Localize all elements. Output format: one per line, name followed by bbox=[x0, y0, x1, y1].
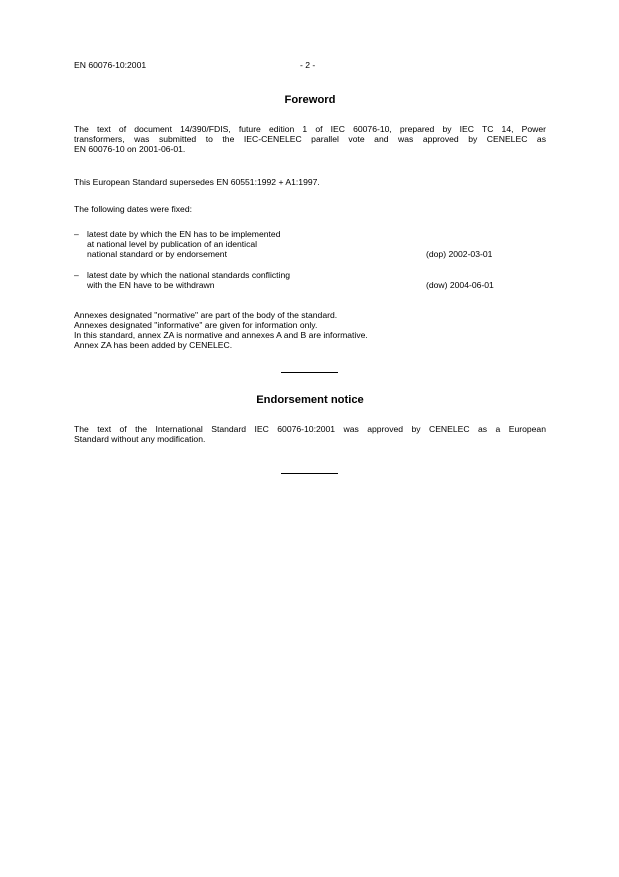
endorsement-line: The text of the International Standard IEC 60076-10:2001 was approved by CENELEC as a European bbox=[74, 424, 546, 434]
endorsement-title: Endorsement notice bbox=[256, 394, 364, 406]
date-code-dow: (dow) 2004-06-01 bbox=[426, 280, 494, 290]
supersedes-paragraph bbox=[74, 177, 546, 187]
date-item-dow bbox=[74, 270, 546, 302]
document-id: EN 60076-10:2001 bbox=[74, 60, 147, 70]
date-item-line: latest date by which the EN has to be implemented bbox=[87, 229, 281, 239]
foreword-intro-paragraph bbox=[74, 124, 546, 154]
dates-intro-text: The following dates were fixed: bbox=[74, 204, 192, 214]
date-item-text bbox=[87, 229, 280, 259]
list-dash: – bbox=[74, 229, 79, 239]
page-number: - 2 - bbox=[300, 60, 316, 70]
dates-list bbox=[74, 229, 546, 302]
supersedes-text: This European Standard supersedes EN 60551:1992 + A1:1997. bbox=[74, 177, 320, 187]
date-item-line: at national level by publication of an identical bbox=[87, 239, 258, 249]
list-dash: – bbox=[74, 270, 79, 280]
section-divider bbox=[281, 473, 338, 474]
annex-line: Annex ZA has been added by CENELEC. bbox=[74, 340, 233, 350]
date-item-dop bbox=[74, 229, 546, 270]
date-item-text bbox=[87, 270, 290, 290]
dates-intro-paragraph bbox=[74, 204, 546, 214]
annex-line: In this standard, annex ZA is normative and annexes A and B are informative. bbox=[74, 330, 368, 340]
date-item-line: with the EN have to be withdrawn bbox=[87, 280, 215, 290]
date-item-line: national standard or by endorsement bbox=[87, 249, 227, 259]
foreword-intro-line: The text of document 14/390/FDIS, future edition 1 of IEC 60076-10, prepared by IEC TC 14, Power bbox=[74, 124, 546, 134]
foreword-intro-line: EN 60076-10 on 2001-06-01. bbox=[74, 144, 186, 154]
foreword-intro-line: transformers, was submitted to the IEC-CENELEC parallel vote and was approved by CENELEC as bbox=[74, 134, 546, 144]
annex-line: Annexes designated "informative" are given for information only. bbox=[74, 320, 318, 330]
annex-paragraph bbox=[74, 310, 546, 350]
section-divider bbox=[281, 372, 338, 373]
endorsement-paragraph bbox=[74, 424, 546, 444]
foreword-title: Foreword bbox=[284, 94, 336, 106]
endorsement-line: Standard without any modification. bbox=[74, 434, 206, 444]
annex-line: Annexes designated "normative" are part of the body of the standard. bbox=[74, 310, 338, 320]
date-code-dop: (dop) 2002-03-01 bbox=[426, 249, 493, 259]
page-header bbox=[74, 60, 546, 72]
date-item-line: latest date by which the national standards conflicting bbox=[87, 270, 291, 280]
